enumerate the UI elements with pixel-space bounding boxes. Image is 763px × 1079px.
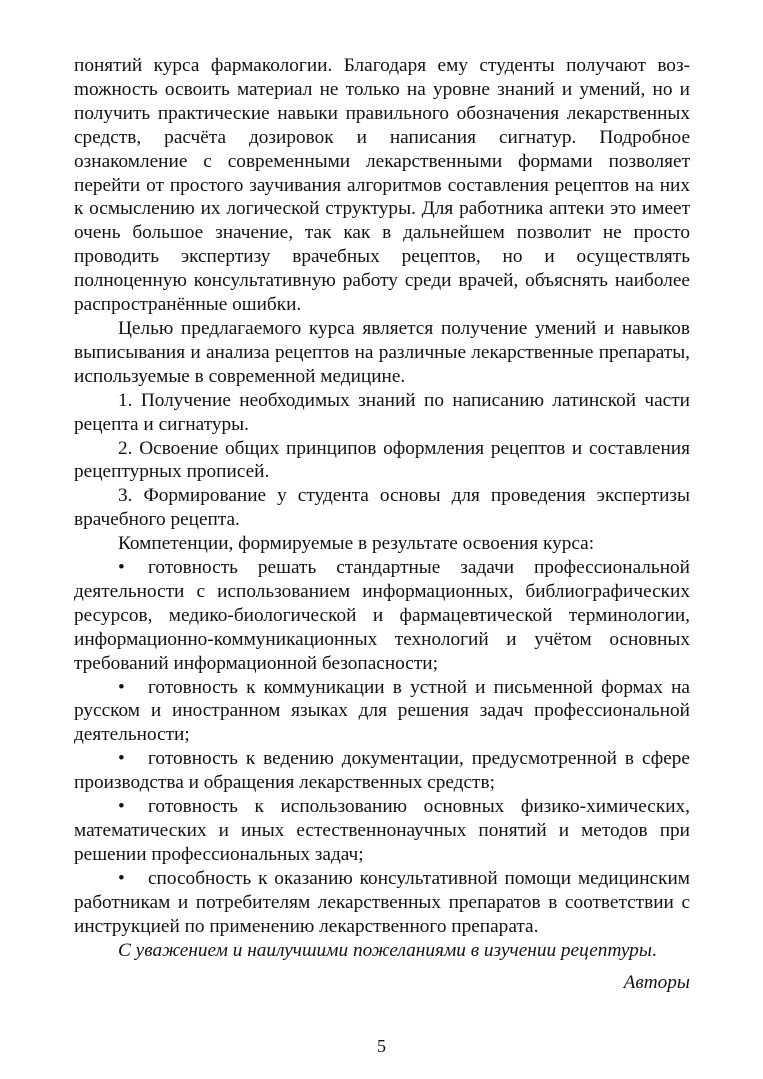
competency-item xyxy=(74,556,690,676)
competencies-heading: Компетенции, формируемые в результате освоения курса: xyxy=(118,533,595,555)
competency-item xyxy=(74,676,690,748)
goal-item-2: 2. Освоение общих принципов оформления рецептов и составления рецептурных прописей. xyxy=(74,437,690,483)
closing-wishes-text: С уважением и наилучшими пожеланиями в изучении рецептуры xyxy=(118,939,652,961)
bullet-icon: • xyxy=(118,676,125,698)
bullet-icon: • xyxy=(118,796,125,818)
page-number: 5 xyxy=(377,1036,386,1056)
bullet-icon: • xyxy=(118,867,125,889)
course-goal-paragraph: Целью предлагаемого курса является получение умений и навыков выписывания и анализа рецептов на различные лекарственные препараты, используемые в современной медицине. xyxy=(74,317,690,387)
bullet-icon: • xyxy=(118,748,125,770)
bullet-icon: • xyxy=(118,557,125,579)
page-body xyxy=(74,54,690,995)
goal-item-3: 3. Формирование у студента основы для проведения экспертизы врачебного рецепта. xyxy=(74,485,690,531)
closing-period: . xyxy=(651,939,657,961)
competency-item xyxy=(74,747,690,795)
authors-signature: Авторы xyxy=(623,972,690,994)
competency-text: готовность к ведению документации, предусмотренной в сфере производства и обращения лекарственных средств; xyxy=(74,748,690,794)
competency-text: способность к оказанию консультативной помощи медицинским работникам и потребителям лекарственных препаратов в соответствии с инструкцией по применению лекарственного препарата. xyxy=(74,867,690,937)
competency-item xyxy=(74,867,690,939)
goal-item-1: 1. Получение необходимых знаний по написанию латинской части рецепта и сигнатуры. xyxy=(74,389,690,435)
competency-item xyxy=(74,795,690,867)
closing-wishes xyxy=(74,939,690,963)
competency-text: готовность к коммуникации в устной и письменной формах на русском и иностранном языках для решения задач профессиональной деятельности; xyxy=(74,676,690,746)
intro-paragraph: понятий курса фармакологии. Благодаря ему студенты получают возmожность освоить материал не только на уровне знаний и умений, но и получить практические навыки правильного обозначения лекарственных средств, расчёта дозировок и написания сигнатур. Подробное ознакомление с современными лекарственными формами позволяет перейти от простого заучивания алгоритмов составления рецептов на них к осмыслению их логической структуры. Для работника аптеки это имеет очень большое значение, так как в дальнейшем позволит не просто проводить экспертизу врачебных рецептов, но и осуществлять полноценную консультативную работу среди врачей, объяснять наиболее распространённые ошибки. xyxy=(74,55,690,316)
competency-text: готовность к использованию основных физико-химических, математических и иных естественнонаучных понятий и методов при решении профессиональных задач; xyxy=(74,796,690,865)
competency-text: готовность решать стандартные задачи профессиональной деятельности с использованием информационных, библиографических ресурсов, медико-биологической и фармацевтической терминологии, информационно-коммуникационных технологий и учётом основных требований информационной безопасности; xyxy=(74,557,690,674)
